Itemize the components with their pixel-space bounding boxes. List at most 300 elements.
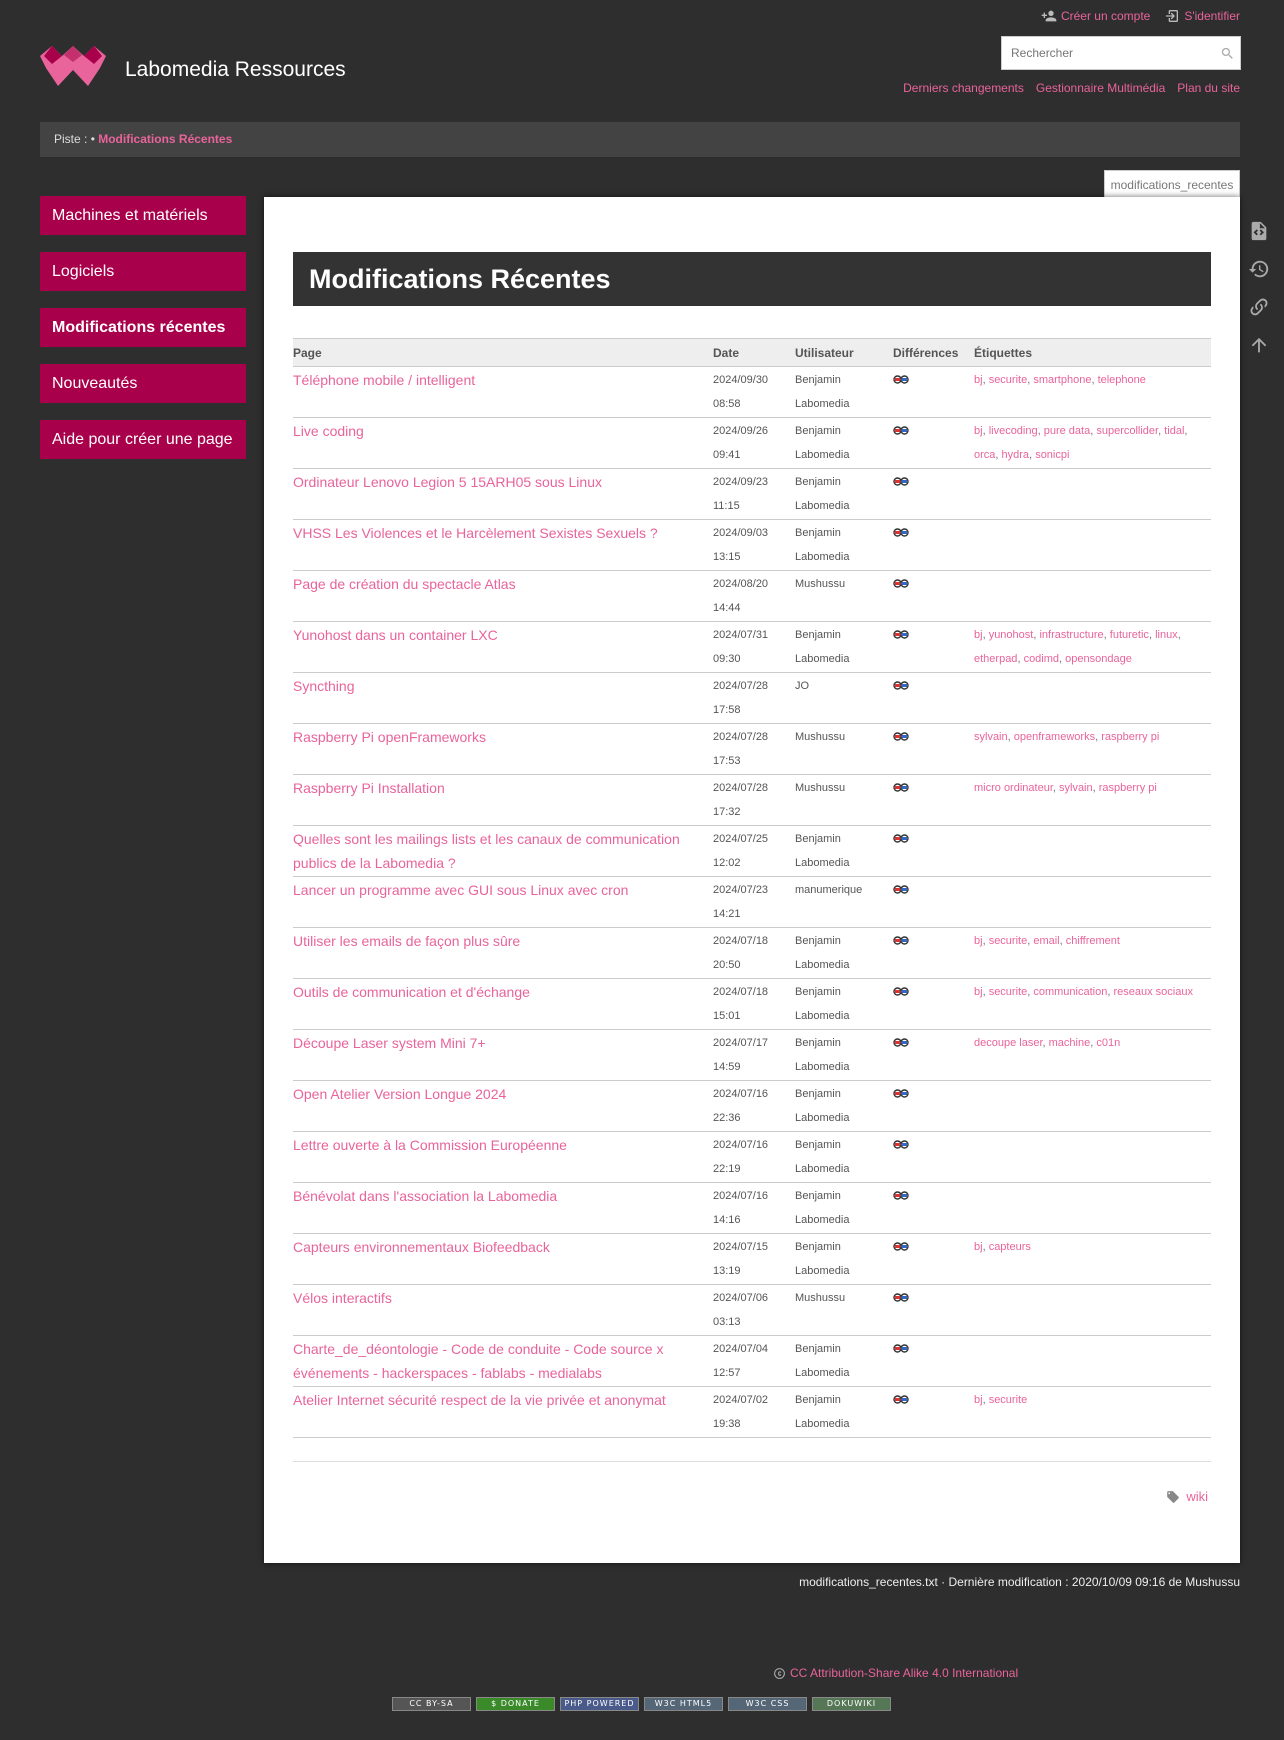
user-name: manumerique (795, 884, 863, 896)
search-input[interactable] (1002, 37, 1214, 69)
tag-link[interactable]: chiffrement (1065, 935, 1120, 947)
user-name: Labomedia (795, 857, 850, 869)
sidebar-item-aide[interactable]: Aide pour créer une page (40, 420, 246, 459)
page-link[interactable]: Raspberry Pi openFrameworks (293, 729, 486, 745)
tag-link[interactable]: bj (974, 1394, 983, 1406)
time-value: 14:16 (713, 1214, 741, 1226)
cell-user (795, 1387, 893, 1438)
cell-tags (974, 877, 1211, 928)
cell-page (293, 673, 713, 724)
recent-changes-link[interactable]: Derniers changements (903, 81, 1024, 95)
table-row (293, 877, 1211, 928)
diff-icon[interactable] (893, 679, 909, 691)
date-value: 2024/07/16 (713, 1139, 769, 1151)
cell-page (293, 1336, 713, 1387)
cell-tags (974, 1081, 1211, 1132)
tag-link[interactable]: bj (974, 629, 983, 641)
tag-link[interactable]: securite (988, 374, 1028, 386)
tag-link[interactable]: livecoding (988, 425, 1038, 437)
breadcrumb-prefix: Piste : (54, 132, 91, 146)
table-row (293, 724, 1211, 775)
tag-icon (1166, 1490, 1180, 1504)
table-row (293, 979, 1211, 1030)
tag-link[interactable]: futuretic (1109, 629, 1149, 641)
cell-user (795, 979, 893, 1030)
tag-link[interactable]: bj (974, 425, 983, 437)
tag-link[interactable]: smartphone (1033, 374, 1092, 386)
sidebar-item-nouveautes[interactable]: Nouveautés (40, 364, 246, 403)
tag-link[interactable]: securite (988, 1394, 1028, 1406)
cell-date (713, 928, 795, 979)
diff-icon[interactable] (893, 1138, 909, 1150)
badge-css[interactable]: W3C CSS (728, 1697, 807, 1711)
page-link[interactable]: Yunohost dans un container LXC (293, 627, 498, 643)
tag-link[interactable]: linux (1155, 629, 1178, 641)
tag-link[interactable]: communication (1033, 986, 1108, 998)
tag-link[interactable]: sonicpi (1035, 449, 1070, 461)
user-name: Benjamin (795, 629, 841, 641)
cell-diff (893, 877, 974, 928)
time-value: 14:59 (713, 1061, 741, 1073)
tag-link[interactable]: capteurs (988, 1241, 1031, 1253)
tag-link[interactable]: c01n (1096, 1037, 1121, 1049)
user-name: Benjamin (795, 1241, 841, 1253)
page-link[interactable]: Open Atelier Version Longue 2024 (293, 1086, 507, 1102)
doc-info: modifications_recentes.txt · Dernière modification : 2020/10/09 09:16 de Mushussu (799, 1575, 1240, 1589)
cell-user (795, 1030, 893, 1081)
tag-link[interactable]: email (1033, 935, 1060, 947)
badge-cc-by-sa[interactable]: CC BY-SA (392, 1697, 471, 1711)
time-value: 11:15 (713, 500, 740, 512)
table-row (293, 622, 1211, 673)
cell-date (713, 1234, 795, 1285)
page-link[interactable]: Outils de communication et d'échange (293, 984, 530, 1000)
cell-user (795, 571, 893, 622)
cell-diff (893, 571, 974, 622)
cell-date (713, 1081, 795, 1132)
cell-page (293, 724, 713, 775)
cell-diff (893, 1285, 974, 1336)
user-name: Benjamin (795, 986, 841, 998)
date-value: 2024/07/06 (713, 1292, 769, 1304)
cell-page (293, 1387, 713, 1438)
date-value: 2024/07/25 (713, 833, 769, 845)
diff-icon[interactable] (893, 1342, 909, 1354)
table-row (293, 928, 1211, 979)
page-link[interactable]: Raspberry Pi Installation (293, 780, 445, 796)
cell-user (795, 367, 893, 418)
page-link[interactable]: Capteurs environnementaux Biofeedback (293, 1239, 550, 1255)
badge-donate[interactable]: $ DONATE (476, 1697, 555, 1711)
cell-page (293, 1183, 713, 1234)
breadcrumb-current[interactable]: Modifications Récentes (98, 132, 233, 146)
user-name: Mushussu (795, 731, 846, 743)
page-link[interactable]: Lancer un programme avec GUI sous Linux avec cron (293, 882, 629, 898)
cell-diff (893, 1234, 974, 1285)
user-name: Benjamin (795, 476, 841, 488)
user-name: Labomedia (795, 500, 850, 512)
cell-page (293, 622, 713, 673)
cell-tags: bj, securite, smartphone, telephone (974, 367, 1211, 418)
diff-icon[interactable] (893, 1189, 909, 1201)
media-manager-link[interactable]: Gestionnaire Multimédia (1035, 81, 1166, 95)
cell-tags (974, 826, 1211, 877)
page-link[interactable]: Découpe Laser system Mini 7+ (293, 1035, 486, 1051)
cell-date (713, 724, 795, 775)
divider (293, 1461, 1211, 1462)
diff-icon[interactable] (893, 985, 909, 997)
page-link[interactable]: Page de création du spectacle Atlas (293, 576, 516, 592)
cell-page (293, 571, 713, 622)
diff-icon[interactable] (893, 1240, 909, 1252)
cell-tags: sylvain, openframeworks, raspberry pi (974, 724, 1211, 775)
tag-link[interactable]: openframeworks (1013, 731, 1096, 743)
cell-page (293, 367, 713, 418)
header-user: Utilisateur (795, 339, 893, 367)
time-value: 22:36 (713, 1112, 741, 1124)
sitemap-link[interactable]: Plan du site (1177, 81, 1240, 95)
tag-link[interactable]: orca (974, 449, 996, 461)
user-name: Labomedia (795, 1418, 850, 1430)
cell-tags: micro ordinateur, sylvain, raspberry pi (974, 775, 1211, 826)
tag-link[interactable]: securite (988, 935, 1028, 947)
site-title[interactable]: Labomedia Ressources (125, 58, 346, 81)
tag-link[interactable]: bj (974, 935, 983, 947)
tag-link[interactable]: sylvain (974, 731, 1008, 743)
diff-icon[interactable] (893, 577, 909, 589)
cell-date (713, 775, 795, 826)
cell-diff (893, 775, 974, 826)
tag-wiki-link[interactable]: wiki (1186, 1489, 1208, 1504)
cell-tags (974, 1132, 1211, 1183)
diff-icon[interactable] (893, 424, 909, 436)
footer-badges (392, 1697, 891, 1711)
create-account-label: Créer un compte (1060, 9, 1151, 23)
cell-user (795, 928, 893, 979)
user-name: Labomedia (795, 551, 850, 563)
date-value: 2024/07/16 (713, 1088, 769, 1100)
table-row (293, 1387, 1211, 1438)
tag-link[interactable]: sylvain (1059, 782, 1093, 794)
table-row (293, 1081, 1211, 1132)
user-name: Benjamin (795, 527, 841, 539)
tag-link[interactable]: raspberry pi (1101, 731, 1160, 743)
header-diff: Différences (893, 339, 974, 367)
date-value: 2024/07/18 (713, 986, 769, 998)
cell-user (795, 469, 893, 520)
cell-tags: bj, securite, email, chiffrement (974, 928, 1211, 979)
cell-tags (974, 520, 1211, 571)
cell-page (293, 775, 713, 826)
recent-changes-table (293, 338, 1211, 1438)
tag-link[interactable]: bj (974, 986, 983, 998)
diff-icon[interactable] (893, 373, 909, 385)
time-value: 17:53 (713, 755, 741, 767)
cell-date (713, 469, 795, 520)
cell-date (713, 622, 795, 673)
diff-icon[interactable] (893, 934, 909, 946)
tag-link[interactable]: securite (988, 986, 1028, 998)
add-user-icon (1041, 8, 1057, 24)
user-name: Benjamin (795, 1139, 841, 1151)
user-name: Labomedia (795, 1163, 850, 1175)
user-name: Benjamin (795, 1394, 841, 1406)
labomedia-logo-icon[interactable] (40, 46, 106, 86)
license (773, 1666, 1018, 1680)
date-value: 2024/07/15 (713, 1241, 769, 1253)
tag-link[interactable]: pure data (1043, 425, 1091, 437)
sidebar-item-logiciels[interactable]: Logiciels (40, 252, 246, 291)
user-name: Mushussu (795, 578, 846, 590)
date-value: 2024/07/28 (713, 731, 769, 743)
tag-link[interactable]: codimd (1023, 653, 1060, 665)
cell-user (795, 1336, 893, 1387)
cell-diff (893, 1183, 974, 1234)
time-value: 22:19 (713, 1163, 741, 1175)
date-value: 2024/07/28 (713, 680, 769, 692)
cell-diff (893, 724, 974, 775)
time-value: 17:58 (713, 704, 741, 716)
breadcrumb-separator: • (90, 132, 95, 146)
user-name: Labomedia (795, 1112, 850, 1124)
cell-date (713, 673, 795, 724)
badge-html5[interactable]: W3C HTML5 (644, 1697, 723, 1711)
page-tags (1166, 1489, 1208, 1504)
cell-user (795, 724, 893, 775)
search-icon (1220, 46, 1235, 61)
tag-link[interactable]: tidal (1164, 425, 1185, 437)
cell-user (795, 1132, 893, 1183)
user-name: Mushussu (795, 782, 846, 794)
page-link[interactable]: Téléphone mobile / intelligent (293, 372, 476, 388)
table-row (293, 571, 1211, 622)
cell-tags: bj, capteurs (974, 1234, 1211, 1285)
table-row (293, 1132, 1211, 1183)
cell-date (713, 877, 795, 928)
page-link[interactable]: VHSS Les Violences et le Harcèlement Sexistes Sexuels ? (293, 525, 658, 541)
date-value: 2024/07/31 (713, 629, 769, 641)
cell-tags: bj, securite (974, 1387, 1211, 1438)
user-name: Benjamin (795, 1190, 841, 1202)
tag-link[interactable]: hydra (1001, 449, 1030, 461)
cell-page (293, 877, 713, 928)
login-link[interactable] (1164, 8, 1240, 24)
cell-diff (893, 622, 974, 673)
diff-icon[interactable] (893, 730, 909, 742)
cell-diff (893, 1081, 974, 1132)
cell-page (293, 520, 713, 571)
back-to-top-icon (1248, 334, 1270, 356)
table-row (293, 826, 1211, 877)
cell-page (293, 418, 713, 469)
show-source-button[interactable] (1248, 220, 1270, 242)
license-link[interactable]: CC Attribution-Share Alike 4.0 International (790, 1666, 1019, 1680)
user-name: Benjamin (795, 935, 841, 947)
sidebar-item-modifications[interactable]: Modifications récentes (40, 308, 246, 347)
cell-page (293, 826, 713, 877)
cell-user (795, 673, 893, 724)
tag-link[interactable]: infrastructure (1039, 629, 1104, 641)
cell-page (293, 1132, 713, 1183)
cell-diff (893, 1387, 974, 1438)
user-name: Labomedia (795, 398, 850, 410)
cell-page (293, 1285, 713, 1336)
date-value: 2024/07/23 (713, 884, 769, 896)
tag-link[interactable]: supercollider (1096, 425, 1159, 437)
cell-page (293, 928, 713, 979)
tag-link[interactable]: telephone (1097, 374, 1146, 386)
table-row (293, 673, 1211, 724)
cell-tags (974, 1285, 1211, 1336)
cell-page (293, 469, 713, 520)
tag-link[interactable]: micro ordinateur (974, 782, 1053, 794)
backlinks-icon (1248, 296, 1270, 318)
time-value: 08:58 (713, 398, 741, 410)
cell-diff (893, 520, 974, 571)
date-value: 2024/09/30 (713, 374, 769, 386)
table-row (293, 1030, 1211, 1081)
cell-page (293, 1030, 713, 1081)
cell-user (795, 1183, 893, 1234)
cell-date (713, 826, 795, 877)
user-name: JO (795, 680, 810, 692)
page-link[interactable]: Bénévolat dans l'association la Labomedia (293, 1188, 558, 1204)
time-value: 17:32 (713, 806, 741, 818)
user-name: Benjamin (795, 374, 841, 386)
diff-icon[interactable] (893, 526, 909, 538)
tag-link[interactable]: raspberry pi (1098, 782, 1157, 794)
cell-date (713, 979, 795, 1030)
sidebar (40, 196, 246, 476)
diff-icon[interactable] (893, 1393, 909, 1405)
cell-diff (893, 469, 974, 520)
cell-date (713, 1132, 795, 1183)
cell-diff (893, 367, 974, 418)
user-name: Labomedia (795, 1367, 850, 1379)
diff-icon[interactable] (893, 883, 909, 895)
site-tools (903, 81, 1240, 95)
page-link[interactable]: Charte_de_déontologie - Code de conduite - Code source x événements - hackerspaces - fablabs - medialabs (293, 1341, 664, 1381)
cell-page (293, 1234, 713, 1285)
cell-date (713, 1336, 795, 1387)
login-icon (1164, 8, 1180, 24)
page-link[interactable]: Vélos interactifs (293, 1290, 392, 1306)
cell-user (795, 826, 893, 877)
tag-link[interactable]: reseaux sociaux (1113, 986, 1193, 998)
cell-date (713, 571, 795, 622)
backlinks-button[interactable] (1248, 296, 1270, 318)
page-link[interactable]: Syncthing (293, 678, 355, 694)
tag-link[interactable]: bj (974, 1241, 983, 1253)
page-tools (1248, 220, 1272, 372)
cell-page (293, 1081, 713, 1132)
user-name: Labomedia (795, 1214, 850, 1226)
cell-user (795, 520, 893, 571)
cell-tags (974, 1336, 1211, 1387)
back-to-top-button[interactable] (1248, 334, 1270, 356)
user-name: Mushussu (795, 1292, 846, 1304)
diff-icon[interactable] (893, 628, 909, 640)
user-name: Labomedia (795, 1061, 850, 1073)
cell-date (713, 367, 795, 418)
cell-diff (893, 979, 974, 1030)
diff-icon[interactable] (893, 1087, 909, 1099)
old-revisions-button[interactable] (1248, 258, 1270, 280)
table-row (293, 520, 1211, 571)
page-link[interactable]: Lettre ouverte à la Commission Européenne (293, 1137, 567, 1153)
sidebar-item-machines[interactable]: Machines et matériels (40, 196, 246, 235)
cell-user (795, 775, 893, 826)
cell-diff (893, 826, 974, 877)
date-value: 2024/07/17 (713, 1037, 769, 1049)
tag-link[interactable]: opensondage (1065, 653, 1132, 665)
date-value: 2024/07/16 (713, 1190, 769, 1202)
tag-link[interactable]: etherpad (974, 653, 1018, 665)
diff-icon[interactable] (893, 1291, 909, 1303)
search-box (1001, 36, 1241, 70)
page-link[interactable]: Atelier Internet sécurité respect de la vie privée et anonymat (293, 1392, 666, 1408)
page-id-tab: modifications_recentes (1104, 170, 1240, 197)
cell-date (713, 1285, 795, 1336)
tag-link[interactable]: machine (1048, 1037, 1091, 1049)
cell-diff (893, 673, 974, 724)
badge-php[interactable]: PHP POWERED (560, 1697, 639, 1711)
cell-page (293, 979, 713, 1030)
page-link[interactable]: Live coding (293, 423, 364, 439)
user-name: Labomedia (795, 653, 850, 665)
user-tools (1041, 8, 1240, 24)
cell-date (713, 520, 795, 571)
page-title: Modifications Récentes (293, 252, 1211, 306)
diff-icon[interactable] (893, 832, 909, 844)
table-header-row (293, 339, 1211, 367)
cell-tags (974, 571, 1211, 622)
diff-icon[interactable] (893, 781, 909, 793)
time-value: 09:41 (713, 449, 741, 461)
table-row (293, 1336, 1211, 1387)
login-label: S'identifier (1184, 9, 1240, 23)
cell-diff (893, 1132, 974, 1183)
tag-link[interactable]: decoupe laser (974, 1037, 1043, 1049)
tag-link[interactable]: bj (974, 374, 983, 386)
cell-tags: bj, securite, communication, reseaux sociaux (974, 979, 1211, 1030)
time-value: 20:50 (713, 959, 741, 971)
page-link[interactable]: Utiliser les emails de façon plus sûre (293, 933, 521, 949)
tag-link[interactable]: yunohost (988, 629, 1034, 641)
cell-tags (974, 1183, 1211, 1234)
header-tags: Étiquettes (974, 339, 1211, 367)
cell-diff (893, 1336, 974, 1387)
user-name: Benjamin (795, 833, 841, 845)
diff-icon[interactable] (893, 1036, 909, 1048)
cell-user (795, 877, 893, 928)
page-link[interactable]: Ordinateur Lenovo Legion 5 15ARH05 sous Linux (293, 474, 602, 490)
cell-date (713, 1030, 795, 1081)
create-account-link[interactable] (1041, 8, 1150, 24)
time-value: 03:13 (713, 1316, 741, 1328)
breadcrumb (40, 122, 1240, 157)
badge-dokuwiki[interactable]: DOKUWIKI (812, 1697, 891, 1711)
user-name: Labomedia (795, 1010, 850, 1022)
search-button[interactable] (1214, 37, 1240, 69)
cell-tags (974, 469, 1211, 520)
date-value: 2024/09/26 (713, 425, 769, 437)
diff-icon[interactable] (893, 475, 909, 487)
show-source-icon (1248, 220, 1270, 242)
user-name: Labomedia (795, 1265, 850, 1277)
page-link[interactable]: Quelles sont les mailings lists et les canaux de communication publics de la Labomedia ? (293, 831, 680, 871)
table-row (293, 1285, 1211, 1336)
